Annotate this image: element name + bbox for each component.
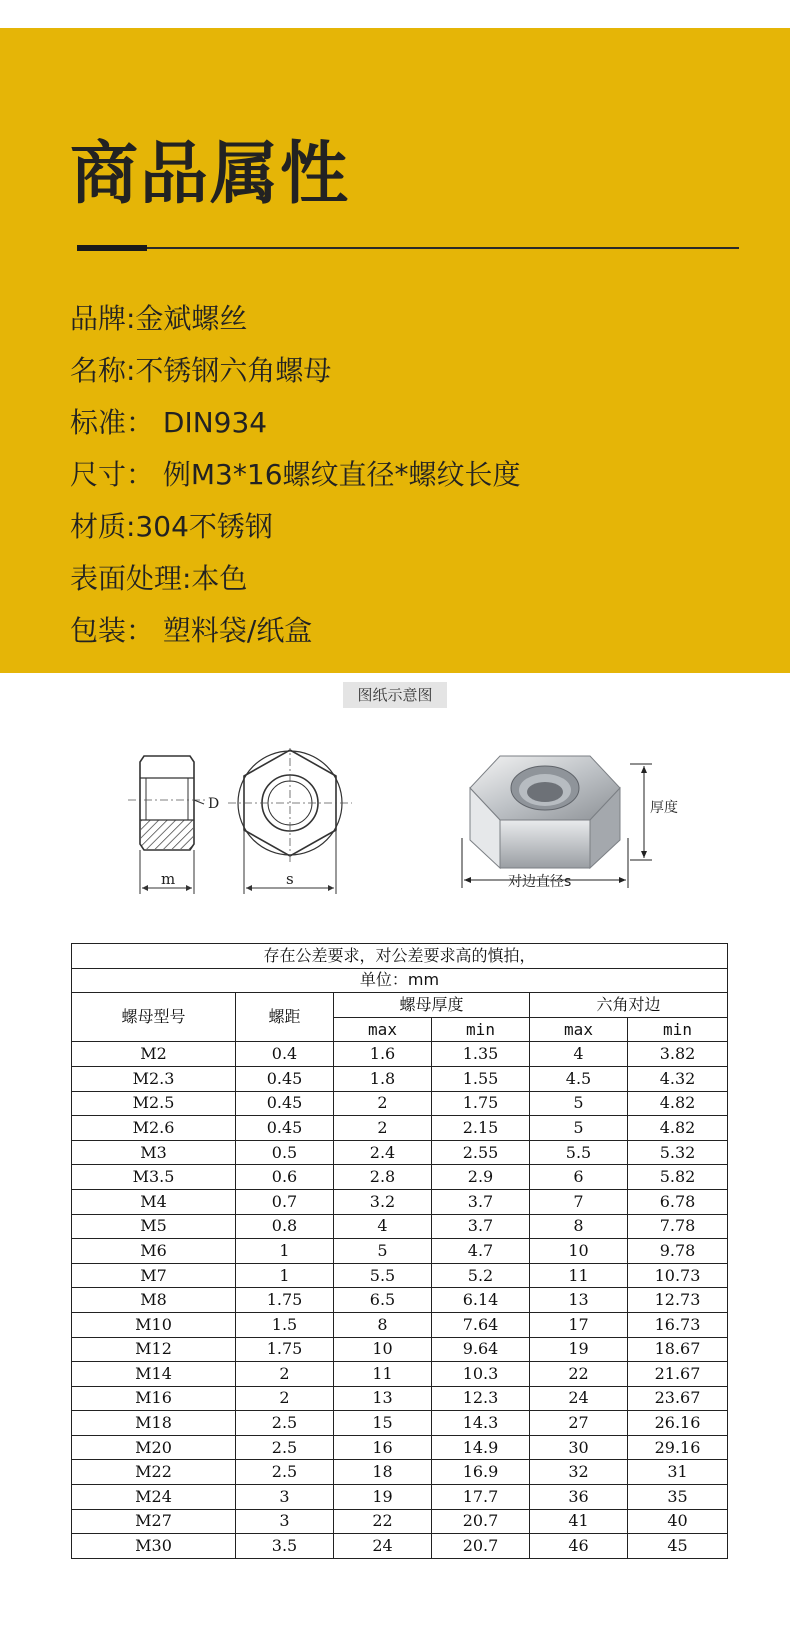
cell-flats-max: 30 bbox=[530, 1435, 628, 1460]
cell-flats-max: 22 bbox=[530, 1362, 628, 1387]
cell-flats-min: 23.67 bbox=[628, 1386, 728, 1411]
cell-model: M5 bbox=[72, 1214, 236, 1239]
cell-thickness-max: 11 bbox=[334, 1362, 432, 1387]
cell-thickness-min: 1.35 bbox=[432, 1042, 530, 1067]
table-row bbox=[72, 1116, 728, 1141]
cell-flats-max: 36 bbox=[530, 1485, 628, 1510]
attribute-finish: 表面处理:本色 bbox=[70, 562, 248, 595]
table-row bbox=[72, 1189, 728, 1214]
cell-thickness-max: 1.6 bbox=[334, 1042, 432, 1067]
table-row bbox=[72, 1460, 728, 1485]
table-row bbox=[72, 1214, 728, 1239]
cell-model: M30 bbox=[72, 1534, 236, 1559]
cell-thickness-min: 14.9 bbox=[432, 1435, 530, 1460]
cell-pitch: 2.5 bbox=[236, 1411, 334, 1436]
cell-model: M24 bbox=[72, 1485, 236, 1510]
cell-flats-max: 7 bbox=[530, 1189, 628, 1214]
attribute-brand: 品牌:金斌螺丝 bbox=[70, 302, 248, 335]
cell-model: M10 bbox=[72, 1312, 236, 1337]
diagram-caption: 图纸示意图 bbox=[343, 682, 447, 708]
table-row bbox=[72, 1288, 728, 1313]
cell-model: M2.3 bbox=[72, 1066, 236, 1091]
cell-flats-max: 32 bbox=[530, 1460, 628, 1485]
table-row bbox=[72, 1239, 728, 1264]
cell-pitch: 2 bbox=[236, 1362, 334, 1387]
table-row bbox=[72, 1509, 728, 1534]
cell-thickness-max: 2 bbox=[334, 1091, 432, 1116]
cell-thickness-min: 7.64 bbox=[432, 1312, 530, 1337]
nut-photo bbox=[462, 756, 678, 890]
cell-flats-max: 4 bbox=[530, 1042, 628, 1067]
cell-flats-min: 21.67 bbox=[628, 1362, 728, 1387]
table-row bbox=[72, 1066, 728, 1091]
cell-flats-min: 9.78 bbox=[628, 1239, 728, 1264]
cell-thickness-max: 3.2 bbox=[334, 1189, 432, 1214]
attribute-name: 名称:不锈钢六角螺母 bbox=[70, 354, 332, 387]
cell-pitch: 2.5 bbox=[236, 1460, 334, 1485]
cell-model: M2.6 bbox=[72, 1116, 236, 1141]
cell-thickness-max: 22 bbox=[334, 1509, 432, 1534]
cell-thickness-min: 2.9 bbox=[432, 1165, 530, 1190]
cell-flats-min: 7.78 bbox=[628, 1214, 728, 1239]
nut-drawings bbox=[120, 748, 740, 938]
subheader-flats-min: min bbox=[628, 1017, 728, 1042]
cell-thickness-min: 20.7 bbox=[432, 1509, 530, 1534]
table-row bbox=[72, 1312, 728, 1337]
cell-model: M7 bbox=[72, 1263, 236, 1288]
cell-thickness-min: 6.14 bbox=[432, 1288, 530, 1313]
cell-thickness-min: 12.3 bbox=[432, 1386, 530, 1411]
cell-pitch: 3.5 bbox=[236, 1534, 334, 1559]
cell-thickness-min: 1.75 bbox=[432, 1091, 530, 1116]
cell-thickness-min: 2.55 bbox=[432, 1140, 530, 1165]
cell-thickness-max: 8 bbox=[334, 1312, 432, 1337]
cell-thickness-min: 2.15 bbox=[432, 1116, 530, 1141]
cell-flats-min: 16.73 bbox=[628, 1312, 728, 1337]
cell-flats-min: 10.73 bbox=[628, 1263, 728, 1288]
cell-thickness-max: 13 bbox=[334, 1386, 432, 1411]
cell-flats-max: 5 bbox=[530, 1116, 628, 1141]
table-row bbox=[72, 1091, 728, 1116]
cell-pitch: 0.7 bbox=[236, 1189, 334, 1214]
table-row bbox=[72, 1042, 728, 1067]
cell-flats-max: 46 bbox=[530, 1534, 628, 1559]
cell-pitch: 0.6 bbox=[236, 1165, 334, 1190]
cell-flats-max: 27 bbox=[530, 1411, 628, 1436]
cell-flats-min: 5.82 bbox=[628, 1165, 728, 1190]
header-across-flats: 六角对边 bbox=[530, 993, 728, 1018]
label-d: D bbox=[208, 796, 220, 812]
attribute-list bbox=[70, 293, 521, 657]
label-s: s bbox=[286, 870, 294, 888]
table-note: 存在公差要求，对公差要求高的慎拍， bbox=[72, 944, 728, 969]
table-row bbox=[72, 1534, 728, 1559]
cell-thickness-max: 19 bbox=[334, 1485, 432, 1510]
header-thickness: 螺母厚度 bbox=[334, 993, 530, 1018]
attribute-packaging: 包装： 塑料袋/纸盒 bbox=[70, 614, 313, 647]
cell-flats-max: 10 bbox=[530, 1239, 628, 1264]
cell-pitch: 1 bbox=[236, 1239, 334, 1264]
cell-flats-max: 24 bbox=[530, 1386, 628, 1411]
cell-flats-max: 41 bbox=[530, 1509, 628, 1534]
cell-model: M8 bbox=[72, 1288, 236, 1313]
table-row bbox=[72, 1435, 728, 1460]
attribute-size: 尺寸： 例M3*16螺纹直径*螺纹长度 bbox=[70, 458, 521, 491]
cell-thickness-min: 9.64 bbox=[432, 1337, 530, 1362]
cell-pitch: 0.45 bbox=[236, 1066, 334, 1091]
cell-thickness-min: 1.55 bbox=[432, 1066, 530, 1091]
page-title: 商品属性 bbox=[70, 135, 351, 214]
cell-model: M16 bbox=[72, 1386, 236, 1411]
cell-flats-min: 26.16 bbox=[628, 1411, 728, 1436]
cell-thickness-min: 3.7 bbox=[432, 1189, 530, 1214]
cell-flats-max: 4.5 bbox=[530, 1066, 628, 1091]
cell-thickness-min: 3.7 bbox=[432, 1214, 530, 1239]
cell-thickness-max: 16 bbox=[334, 1435, 432, 1460]
cell-flats-min: 4.32 bbox=[628, 1066, 728, 1091]
cell-pitch: 0.8 bbox=[236, 1214, 334, 1239]
cell-thickness-max: 2.4 bbox=[334, 1140, 432, 1165]
cell-flats-max: 5.5 bbox=[530, 1140, 628, 1165]
table-row bbox=[72, 1386, 728, 1411]
cell-flats-max: 8 bbox=[530, 1214, 628, 1239]
cell-model: M12 bbox=[72, 1337, 236, 1362]
header-model: 螺母型号 bbox=[72, 993, 236, 1042]
cell-thickness-max: 24 bbox=[334, 1534, 432, 1559]
label-thickness: 厚度 bbox=[650, 800, 678, 816]
cell-model: M2 bbox=[72, 1042, 236, 1067]
attribute-material: 材质:304不锈钢 bbox=[70, 510, 273, 543]
table-unit: 单位：mm bbox=[72, 968, 728, 993]
cell-flats-min: 31 bbox=[628, 1460, 728, 1485]
attribute-standard: 标准： DIN934 bbox=[70, 406, 268, 439]
cell-pitch: 0.45 bbox=[236, 1091, 334, 1116]
cell-thickness-max: 15 bbox=[334, 1411, 432, 1436]
cell-model: M2.5 bbox=[72, 1091, 236, 1116]
cell-flats-min: 4.82 bbox=[628, 1091, 728, 1116]
cell-thickness-max: 18 bbox=[334, 1460, 432, 1485]
cell-pitch: 1.75 bbox=[236, 1288, 334, 1313]
cell-thickness-min: 14.3 bbox=[432, 1411, 530, 1436]
nut-side-view bbox=[128, 756, 219, 894]
cell-flats-max: 19 bbox=[530, 1337, 628, 1362]
label-m: m bbox=[161, 870, 176, 888]
header-pitch: 螺距 bbox=[236, 993, 334, 1042]
cell-flats-min: 3.82 bbox=[628, 1042, 728, 1067]
cell-thickness-min: 16.9 bbox=[432, 1460, 530, 1485]
cell-model: M27 bbox=[72, 1509, 236, 1534]
cell-thickness-min: 10.3 bbox=[432, 1362, 530, 1387]
cell-model: M22 bbox=[72, 1460, 236, 1485]
cell-pitch: 2.5 bbox=[236, 1435, 334, 1460]
table-row bbox=[72, 1165, 728, 1190]
cell-flats-max: 11 bbox=[530, 1263, 628, 1288]
cell-pitch: 3 bbox=[236, 1509, 334, 1534]
cell-model: M3.5 bbox=[72, 1165, 236, 1190]
label-across-flats: 对边直径s bbox=[508, 874, 572, 890]
cell-flats-max: 13 bbox=[530, 1288, 628, 1313]
table-row bbox=[72, 1485, 728, 1510]
cell-thickness-min: 5.2 bbox=[432, 1263, 530, 1288]
table-row bbox=[72, 1337, 728, 1362]
cell-model: M6 bbox=[72, 1239, 236, 1264]
cell-thickness-min: 4.7 bbox=[432, 1239, 530, 1264]
cell-thickness-min: 20.7 bbox=[432, 1534, 530, 1559]
cell-flats-min: 45 bbox=[628, 1534, 728, 1559]
cell-flats-min: 18.67 bbox=[628, 1337, 728, 1362]
table-row bbox=[72, 1411, 728, 1436]
cell-thickness-max: 5.5 bbox=[334, 1263, 432, 1288]
cell-flats-max: 5 bbox=[530, 1091, 628, 1116]
cell-model: M4 bbox=[72, 1189, 236, 1214]
cell-pitch: 0.45 bbox=[236, 1116, 334, 1141]
cell-flats-max: 6 bbox=[530, 1165, 628, 1190]
cell-thickness-max: 1.8 bbox=[334, 1066, 432, 1091]
cell-flats-min: 35 bbox=[628, 1485, 728, 1510]
subheader-flats-max: max bbox=[530, 1017, 628, 1042]
cell-model: M14 bbox=[72, 1362, 236, 1387]
cell-thickness-max: 2.8 bbox=[334, 1165, 432, 1190]
subheader-thickness-max: max bbox=[334, 1017, 432, 1042]
cell-model: M3 bbox=[72, 1140, 236, 1165]
title-divider-accent bbox=[77, 245, 147, 251]
attributes-banner bbox=[0, 28, 790, 673]
cell-thickness-max: 5 bbox=[334, 1239, 432, 1264]
cell-pitch: 1 bbox=[236, 1263, 334, 1288]
cell-model: M18 bbox=[72, 1411, 236, 1436]
cell-pitch: 1.5 bbox=[236, 1312, 334, 1337]
cell-model: M20 bbox=[72, 1435, 236, 1460]
cell-thickness-max: 6.5 bbox=[334, 1288, 432, 1313]
subheader-thickness-min: min bbox=[432, 1017, 530, 1042]
cell-flats-min: 6.78 bbox=[628, 1189, 728, 1214]
nut-top-view bbox=[228, 748, 352, 894]
cell-pitch: 1.75 bbox=[236, 1337, 334, 1362]
cell-flats-min: 4.82 bbox=[628, 1116, 728, 1141]
cell-thickness-max: 4 bbox=[334, 1214, 432, 1239]
cell-pitch: 0.4 bbox=[236, 1042, 334, 1067]
cell-thickness-max: 10 bbox=[334, 1337, 432, 1362]
cell-flats-max: 17 bbox=[530, 1312, 628, 1337]
table-row bbox=[72, 1362, 728, 1387]
cell-flats-min: 29.16 bbox=[628, 1435, 728, 1460]
cell-pitch: 3 bbox=[236, 1485, 334, 1510]
cell-flats-min: 5.32 bbox=[628, 1140, 728, 1165]
cell-flats-min: 12.73 bbox=[628, 1288, 728, 1313]
cell-thickness-min: 17.7 bbox=[432, 1485, 530, 1510]
table-row bbox=[72, 1140, 728, 1165]
spec-table bbox=[71, 943, 728, 1559]
cell-flats-min: 40 bbox=[628, 1509, 728, 1534]
title-divider bbox=[77, 247, 739, 249]
cell-thickness-max: 2 bbox=[334, 1116, 432, 1141]
cell-pitch: 2 bbox=[236, 1386, 334, 1411]
table-row bbox=[72, 1263, 728, 1288]
cell-pitch: 0.5 bbox=[236, 1140, 334, 1165]
